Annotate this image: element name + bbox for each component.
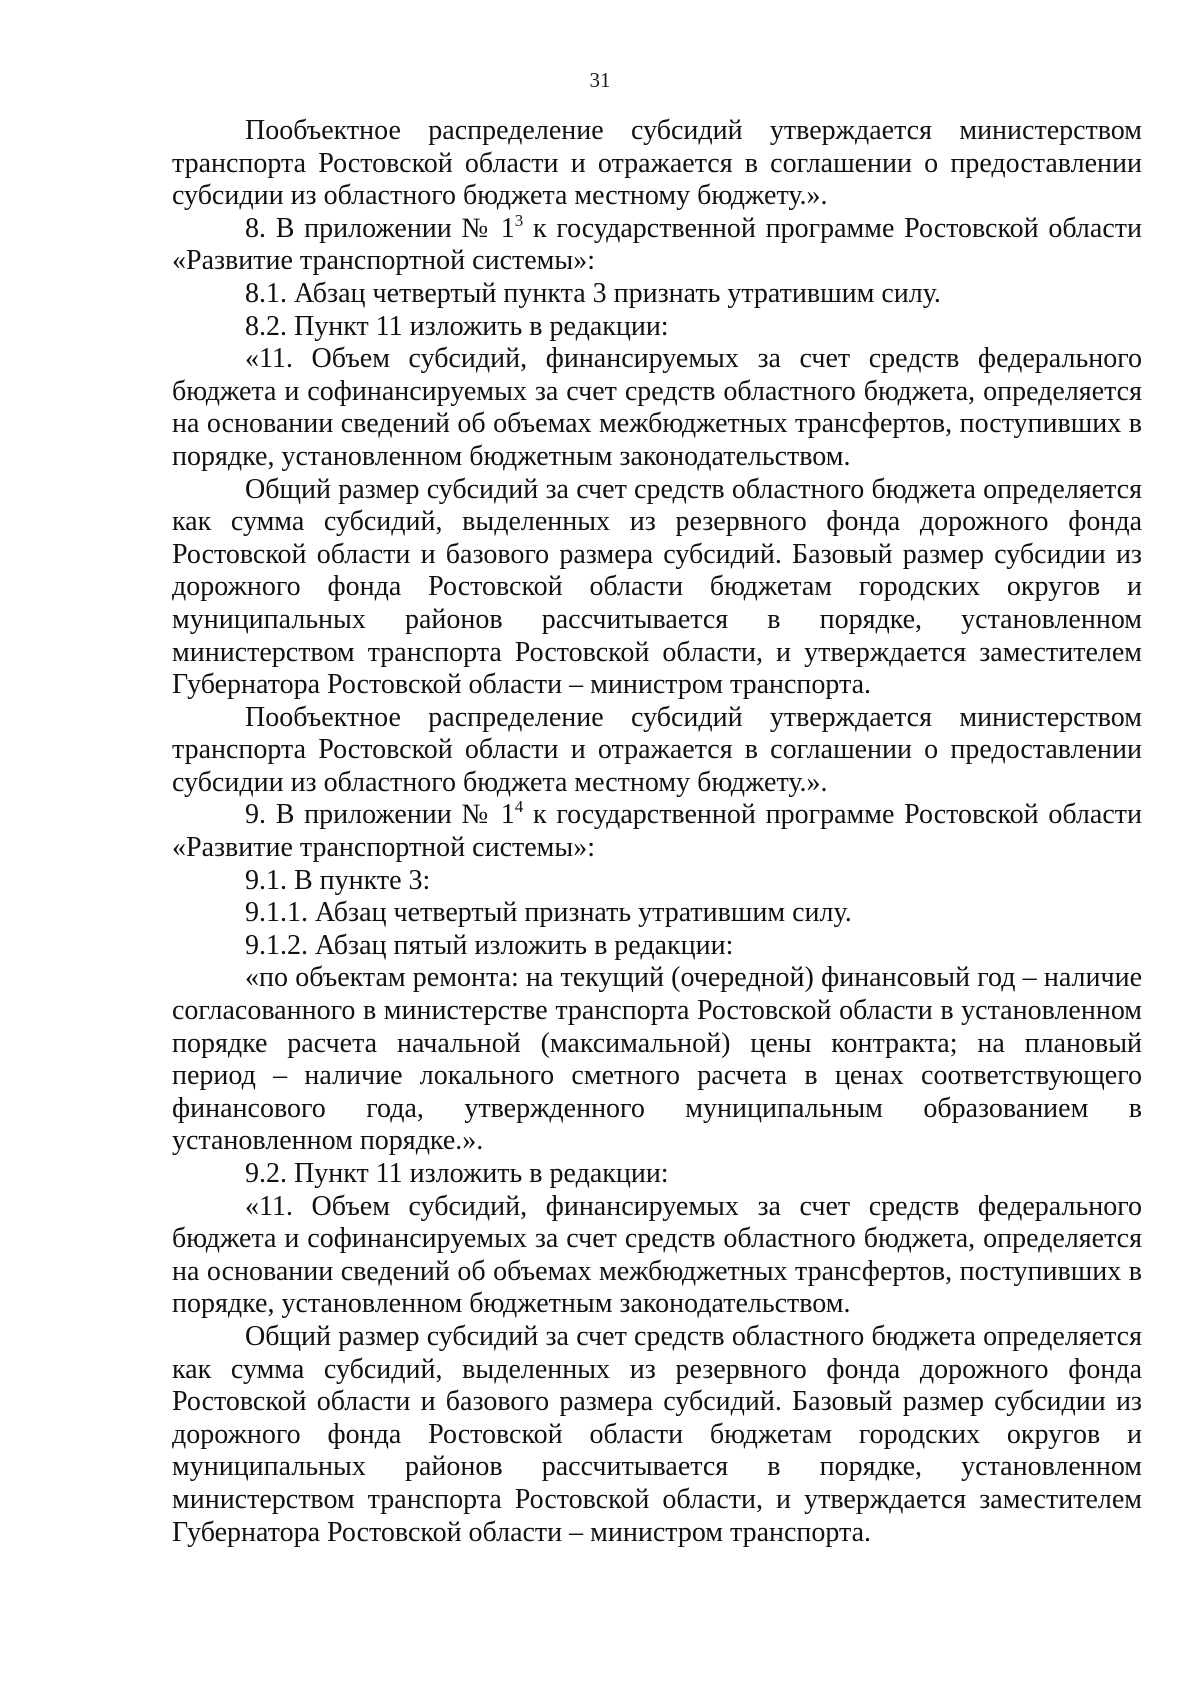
page-number: 31: [589, 68, 611, 92]
paragraph-3: 8.1. Абзац четвертый пункта 3 признать утратившим силу.: [245, 277, 941, 309]
paragraph-6: Общий размер субсидий за счет средств областного бюджета определяется как сумма субсидий, выделенных из резервного фонда дорожного фонда Ростовской области и базового размера субсидий. Базовый размер субсидии из дорожного фонда Ростовской области бюджетам городских округов и муниципальных районов рассчитывается в порядке, установленном министерством транспорта Ростовской области, и утверждается заместителем Губернатора Ростовской области – министром транспорта.: [172, 473, 1142, 701]
paragraph-8: [172, 799, 1142, 864]
document-body: [172, 115, 1142, 1549]
paragraph-12: «по объектам ремонта: на текущий (очередной) финансовый год – наличие согласованного в министерстве транспорта Ростовской области в установленном порядке расчета начальной (максимальной) цены контракта; на плановый период – наличие локального сметного расчета в ценах соответствующего финансового года, утвержденного муниципальным образованием в установленном порядке.».: [172, 962, 1142, 1157]
paragraph-9: 9.1. В пункте 3:: [245, 864, 431, 896]
paragraph-14: «11. Объем субсидий, финансируемых за счет средств федерального бюджета и софинансируемых за счет средств областного бюджета, определяется на основании сведений об объемах межбюджетных трансфертов, поступивших в порядке, установленном бюджетным законодательством.: [172, 1190, 1142, 1320]
paragraph-15: Общий размер субсидий за счет средств областного бюджета определяется как сумма субсидий, выделенных из резервного фонда дорожного фонда Ростовской области и базового размера субсидий. Базовый размер субсидии из дорожного фонда Ростовской области бюджетам городских округов и муниципальных районов рассчитывается в порядке, установленном министерством транспорта Ростовской области, и утверждается заместителем Губернатора Ростовской области – министром транспорта.: [172, 1320, 1142, 1548]
paragraph-1: Пообъектное распределение субсидий утверждается министерством транспорта Ростовской области и отражается в соглашении о предоставлении субсидии из областного бюджета местному бюджету.».: [172, 115, 1142, 212]
paragraph-4: 8.2. Пункт 11 изложить в редакции:: [245, 310, 669, 342]
paragraph-2: [172, 210, 1142, 278]
paragraph-10: 9.1.1. Абзац четвертый признать утратившим силу.: [245, 897, 852, 929]
paragraph-5: «11. Объем субсидий, финансируемых за счет средств федерального бюджета и софинансируемых за счет средств областного бюджета, определяется на основании сведений об объемах межбюджетных трансфертов, поступивших в порядке, установленном бюджетным законодательством.: [172, 343, 1142, 472]
paragraph-13: 9.2. Пункт 11 изложить в редакции:: [245, 1158, 669, 1189]
superscript-3: 3: [514, 210, 524, 230]
paragraph-2-start: 8. В приложении № 1: [245, 212, 515, 244]
superscript-4: 4: [514, 797, 524, 817]
paragraph-8-start: 9. В приложении № 1: [245, 799, 515, 831]
paragraph-8-end: к государственной программе Ростовской области «Развитие транспортной системы»:: [172, 799, 1142, 864]
paragraph-2-end: к государственной программе Ростовской области «Развитие транспортной системы»:: [172, 212, 1142, 277]
paragraph-11: 9.1.2. Абзац пятый изложить в редакции:: [245, 929, 734, 961]
paragraph-7: Пообъектное распределение субсидий утверждается министерством транспорта Ростовской области и отражается в соглашении о предоставлении субсидии из областного бюджета местному бюджету.».: [172, 701, 1142, 798]
